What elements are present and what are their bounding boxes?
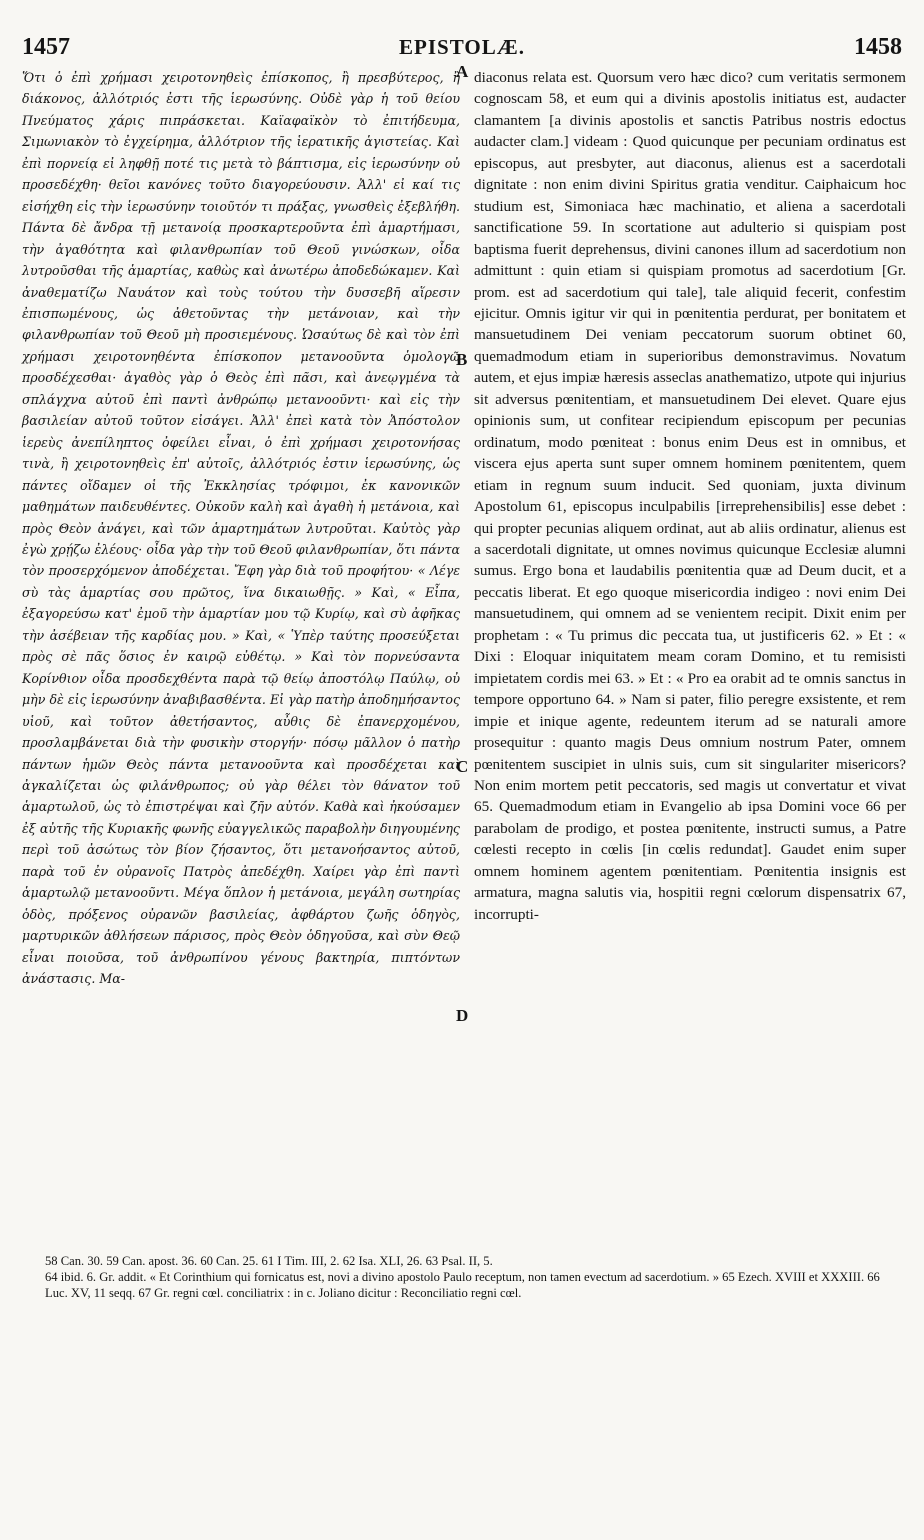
left-page-number: 1457 bbox=[22, 34, 70, 60]
right-page-number: 1458 bbox=[854, 34, 902, 60]
footnotes bbox=[45, 1253, 902, 1301]
margin-marker-d: D bbox=[456, 1006, 469, 1025]
margin-marker-b: B bbox=[456, 350, 468, 369]
greek-text: Ὅτι ὁ ἐπὶ χρήμασι χειροτονηθεὶς ἐπίσκοπος, ἢ πρεσβύτερος, ἢ διάκονος, ἀλλότριός ἐστι τῆς ἱερωσύνης. Οὐδὲ γὰρ ἡ τοῦ θείου Πνεύματος χάρις πιπράσκεται. Καϊαφαϊκὸν τὸ ἐπιτήδευμα, Σιμωνιακὸν τὸ ἐγχείρημα, ἀλλότριον τῆς ἱερατικῆς ἁγιστείας. Καὶ ἐπὶ πορνείᾳ εἰ ληφθῇ ποτέ τις μετὰ τὸ βάπτισμα, εἰς ἱερωσύνην οὐ προσεδέχθη· θεῖοι κανόνες τοῦτο διαγορεύουσιν. Ἀλλ' εἰ καί τις εἰσήχθη εἰς τὴν ἱερωσύνην τοιοῦτόν τι πράξας, γνωσθεὶς ἐξεβλήθη. Πάντα δὲ ἄνδρα τῇ μετανοίᾳ προσκαρτεροῦντα ἐπὶ ἁμαρτήμασι, τὴν ἀγαθότητα καὶ φιλανθρωπίαν τοῦ Θεοῦ γινώσκων, οἶδα λυτροῦσθαι τῆς ἁμαρτίας, καθὼς καὶ ἀνωτέρω ἀποδεδώκαμεν. Καὶ ἀναθεματίζω Ναυάτον καὶ τοὺς τούτου τὴν δυσσεβῆ αἵρεσιν ἐπισπωμένους, ὡς ἀθετοῦντας τὴν μετάνοιαν, καὶ τὴν φιλανθρωπίαν τοῦ Θεοῦ μὴ προσιεμένους. Ὡσαύτως δὲ καὶ τὸν ἐπὶ χρήμασι χειροτονηθέντα ἐπίσκοπον μετανοοῦντα ὁμολογῶ προσδέχεσθαι· ἀγαθὸς γὰρ ὁ Θεὸς ἐπὶ πᾶσι, καὶ ἀνεῳγμένα τὰ σπλάγχνα αὐτοῦ ἐπὶ παντὶ ἀνθρώπῳ μετανοοῦντι· καὶ εἰς τὴν βασιλείαν αὐτοῦ τοῦτον εἰσάγει. Ἀλλ' ἐπεὶ κατὰ τὸν Ἀπόστολον ἱερεὺς ἀνεπίληπτος ὀφείλει εἶναι, ὁ ἐπὶ χρήμασι χειροτονήσας τινὰ, ἢ χειροτονηθεὶς ἐπ' αὐτοῖς, ἀλλότριός ἐστιν ἱερωσύνης, ὡς πάντες οἴδαμεν οἱ τῆς Ἐκκλησίας τρόφιμοι, ἐκ κανονικῶν μαθημάτων παιδευθέντες. Οὐκοῦν καλὴ καὶ ἀγαθὴ ἡ μετάνοια, καὶ πρὸς Θεὸν ἀνάγει, καὶ τῶν ἁμαρτημάτων λυτροῦται. Καὐτὸς γὰρ ἐγὼ χρῄζω ἐλέους· οἶδα γὰρ τὴν τοῦ Θεοῦ φιλανθρωπίαν, ὅτι πάντα τὸν προσερχόμενον ἀποδέχεται. Ἔφη γὰρ διὰ τοῦ προφήτου· « Λέγε σὺ τὰς ἁμαρτίας σου πρῶτος, ἵνα δικαιωθῇς. » Καὶ, « Εἶπα, ἐξαγορεύσω κατ' ἐμοῦ τὴν ἁμαρτίαν μου τῷ Κυρίῳ, καὶ σὺ ἀφῆκας τὴν ἀσέβειαν τῆς καρδίας μου. » Καὶ, « Ὑπὲρ ταύτης προσεύξεται πρὸς σὲ πᾶς ὅσιος ἐν καιρῷ εὐθέτῳ. » Καὶ τὸν πορνεύσαντα Κορίνθιον οἶδα προσδεχθέντα παρὰ τῷ θείῳ ἀποστόλῳ Παύλῳ, οὐ μὴν δὲ εἰς ἱερωσύνην ἀναβιβασθέντα. Εἰ γὰρ πατὴρ ἀποδημήσαντος υἱοῦ, καὶ τοῦτον ἀθετήσαντος, αὖθις δὲ ἐπανερχομένου, προσλαμβάνεται διὰ τὴν φυσικὴν στοργήν· πόσῳ μᾶλλον ὁ πατὴρ πάντων ἡμῶν Θεὸς πάντα μετανοοῦντα καὶ προσδέχεται καὶ ἀγκαλίζεται ὡς φιλάνθρωπος; οὐ γὰρ θέλει τὸν θάνατον τοῦ ἁμαρτωλοῦ, ὡς τὸ ἐπιστρέψαι καὶ ζῆν αὐτόν. Καθὰ καὶ ἠκούσαμεν ἐξ αὐτῆς τῆς Κυριακῆς φωνῆς εὐαγγελικῶς παραβολὴν διηγουμένης περὶ τοῦ ἀσώτως τὸν βίον ζήσαντος, ὅτι μετανοήσαντος αὐτοῦ, παρὰ τοῦ ἐν οὐρανοῖς Πατρὸς ἀπεδέχθη. Χαίρει γὰρ ἐπὶ παντὶ ἁμαρτωλῷ μετανοοῦντι. Μέγα ὅπλον ἡ μετάνοια, μεγάλη σωτηρίας ὁδὸς, πρόξενος οὐρανῶν βασιλείας, ἀφθάρτου ζωῆς ὁδηγὸς, μαρτυρικῶν ἀθλήσεων πάρισος, πρὸς Θεὸν ὁδηγοῦσα, καὶ σὺν Θεῷ εἶναι ποιοῦσα, τοῦ ἀνθρωπίνου γένους βακτηρία, πιπτόντων ἀνάστασις. Μα- bbox=[22, 70, 460, 987]
running-title: EPISTOLÆ. bbox=[399, 35, 525, 59]
margin-marker-c: C bbox=[456, 757, 469, 776]
latin-text: diaconus relata est. Quorsum vero hæc dico? cum veritatis sermonem cognoscam 58, et eum qui a divinis apostolis initiatus est, audacter clamantem [a divinis apostolis et sanctis Patribus nostris edoctus audacter clam.] videam : Quod quicunque per pecuniam ordinatus est episcopus, aut presbyter, aut diaconus, alienus est a sacerdotali dignitate : non enim divini Spiritus gratia venditur. Caiphaicum hoc studium est, Simoniaca hæc machinatio, et aliena a sacerdotali sanctificatione 59. In scortatione aut adulterio si quispiam post baptisma fuerit deprehensus, divini canones illum ad sacerdotium non admittunt : quin etiam si quispiam promotus ad sacerdotium [Gr. prom. est ad sacerdotium qui tale], tale aliquid fecerit, confestim ejicitur. Omnis igitur vir qui in pœnitentia perdurat, per bonitatem et mansuetudinem Dei veniam peccatorum suorum obtinet 60, quemadmodum etiam in superioribus demonstravimus. Novatum autem, et ejus impiæ hæresis asseclas anathematizo, utpote qui injurius sit adversus pœnitentiam, et mansuetudinem Dei elevet. Quare ejus opinionis sum, ut confitear recipiendum episcopum per pecunias ordinatum, modo pœniteat : bonus enim Deus est in omnibus, et viscera ejus aperta sunt super omnem hominem pœnitentem, quem etiam in regnum suum inducit. Sed quoniam, juxta divinum Apostolum 61, episcopus inculpabilis [irreprehensibilis] esse debet : qui propter pecunias aliquem ordinat, aut ab aliis ordinatur, alienus est a sacerdotali dignitate, ut omnes novimus quicunque Ecclesiæ alumni sumus. Ergo bona et laudabilis pœnitentia quæ ad Deum ducit, et a peccatis liberat. Et ego quoque misericordia indigeo : novi enim Dei mansuetudinem, qui omnem ad se venientem recipit. Dixit enim per prophetam : « Tu primus dic peccata tua, ut justificeris 62. » Et : « Dixi : Eloquar iniquitatem meam coram Domino, et tu remisisti impietatem cordis mei 63. » Et : « Pro ea orabit ad te omnis sanctus in tempore opportuno 64. » Nam si pater, filio peregre exsistente, et rem impie et inique agente, redeuntem iterum ad se naturali amore prosequitur : quanto magis Deus omnium nostrum Pater, omnem pœnitentem suscipiet in ulnis suis, cum sit singulariter misericors? Non enim mortem petit peccatoris, sed magis ut convertatur et vivat 65. Quemadmodum etiam in Evangelio ab ipsa Domini voce 66 per parabolam de prodigo, et postea pœnitente, instructi sumus, a Patre cœlesti recepto in cœlis [in cœlis redundat]. Gaudet enim super omnem hominem agentem pœnitentiam. Pœnitentia insignis est armatura, magna salutis via, hospitii regni cœlorum dispensatrix 67, incorrupti- bbox=[474, 69, 906, 923]
greek-column bbox=[22, 67, 460, 1242]
footnote-line: 64 ibid. 6. Gr. addit. « Et Corinthium qui fornicatus est, novi a divino apostolo Paulo receptum, non tamen evectum ad sacerdotium. » 65 Ezech. XVIII et XXXIII. 66 Luc. XV, 11 seqq. 67 Gr. regni cœl. conciliatrix : in c. Joliano dicitur : Reconciliatio regni cœl. bbox=[45, 1270, 880, 1300]
latin-column bbox=[474, 67, 906, 1242]
footnote-line: 58 Can. 30. 59 Can. apost. 36. 60 Can. 25. 61 I Tim. III, 2. 62 Isa. XLI, 26. 63 Psal. II, 5. bbox=[45, 1254, 493, 1268]
margin-marker-a: A bbox=[456, 62, 469, 81]
